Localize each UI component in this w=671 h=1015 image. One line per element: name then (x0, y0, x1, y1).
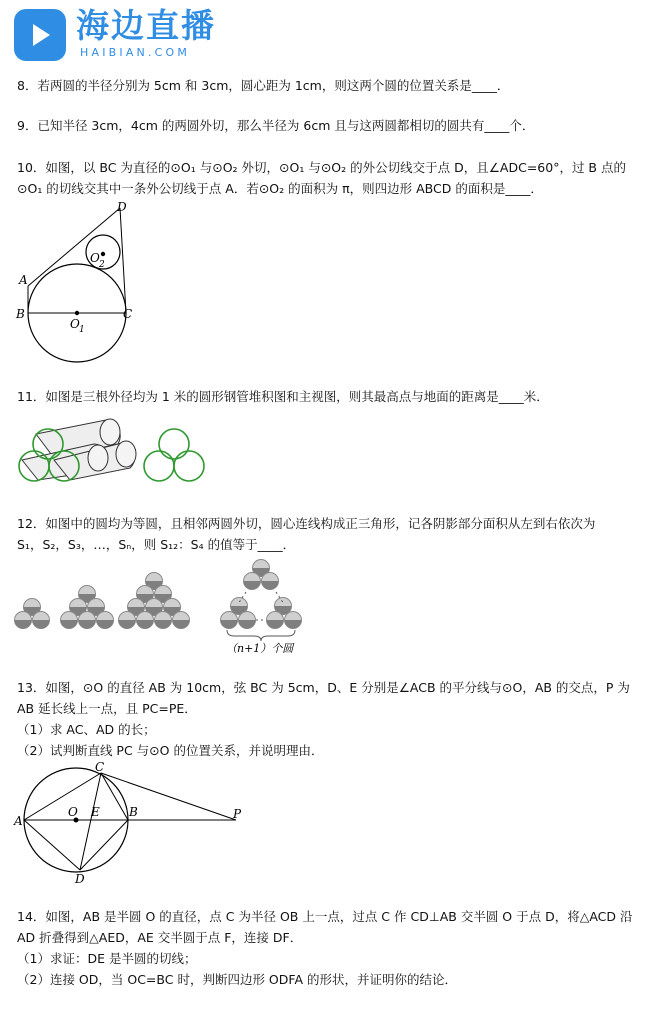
question-line: （2）试判断直线 PC 与⊙O 的位置关系，并说明理由． (17, 743, 324, 758)
question-8 (17, 75, 509, 96)
question-9 (17, 115, 534, 136)
question-line: 11．如图是三根外径均为 1 米的圆形钢管堆积图和主视图，则其最高点与地面的距离是____米． (17, 389, 549, 404)
figure-q13 (12, 758, 252, 888)
question-line: 14．如图，AB 是半圆 O 的直径，点 C 为半径 OB 上一点，过点 C 作 CD⊥AB 交半圆 O 于点 D，将△ACD 沿 (17, 909, 633, 924)
figure-q10 (14, 200, 144, 365)
label-B: B (16, 307, 25, 321)
label-C: C (123, 307, 133, 321)
question-line: 9．已知半径 3cm，4cm 的两圆外切，那么半径为 6cm 且与这两圆都相切的圆共有____个． (17, 118, 535, 133)
question-14 (17, 906, 632, 990)
question-line: 8．若两圆的半径分别为 5cm 和 3cm，圆心距为 1cm，则这两个圆的位置关系是____． (17, 78, 510, 93)
question-line: S₁，S₂，S₃，…，Sₙ，则 S₁₂：S₄ 的值等于____． (17, 537, 296, 552)
label-P: P (233, 807, 242, 821)
figure-q12 (14, 556, 304, 656)
question-12 (17, 513, 595, 555)
brand-logo (14, 6, 224, 62)
question-10 (17, 157, 626, 199)
label-A: A (14, 814, 23, 828)
question-line: 12．如图中的圆均为等圆，且相邻两圆外切，圆心连线构成正三角形，记各阴影部分面积从左到右依次为 (17, 516, 596, 531)
caption-n-plus-1-circles: （n+1）个圆 (226, 642, 294, 655)
label-E: E (91, 805, 100, 819)
label-O1: O (70, 317, 80, 331)
label-O1-sub: 1 (79, 325, 85, 335)
brand-name-cn: 海边直播 (76, 6, 216, 45)
brand-name-en: HAIBIAN.COM (80, 46, 191, 59)
figure-q11-pipes (14, 414, 214, 486)
question-line: 10．如图，以 BC 为直径的⊙O₁ 与⊙O₂ 外切，⊙O₁ 与⊙O₂ 的外公切线交于点 D，且∠ADC=60°，过 B 点的 (17, 160, 626, 175)
question-line: （1）求证：DE 是半圆的切线； (17, 951, 197, 966)
question-line: ⊙O₁ 的切线交其中一条外公切线于点 A．若⊙O₂ 的面积为 π，则四边形 ABCD 的面积是____． (17, 181, 543, 196)
label-B: B (129, 805, 138, 819)
label-A: A (19, 273, 28, 287)
question-line: AB 延长线上一点，且 PC=PE． (17, 701, 197, 716)
play-icon (14, 9, 66, 61)
question-line: AD 折叠得到△AED，AE 交半圆于点 F，连接 DF． (17, 930, 303, 945)
label-C: C (95, 760, 105, 774)
label-D: D (117, 200, 127, 214)
question-13 (17, 677, 630, 761)
label-O2-sub: 2 (99, 260, 105, 270)
label-O: O (68, 805, 78, 819)
label-D: D (75, 872, 85, 886)
question-11 (17, 386, 549, 407)
question-line: 13．如图，⊙O 的直径 AB 为 10cm，弦 BC 为 5cm，D、E 分别是∠ACB 的平分线与⊙O，AB 的交点，P 为 (17, 680, 630, 695)
label-O2: O (90, 251, 100, 265)
question-line: （1）求 AC、AD 的长； (17, 722, 156, 737)
question-line: （2）连接 OD，当 OC=BC 时，判断四边形 ODFA 的形状，并证明你的结论． (17, 972, 457, 987)
